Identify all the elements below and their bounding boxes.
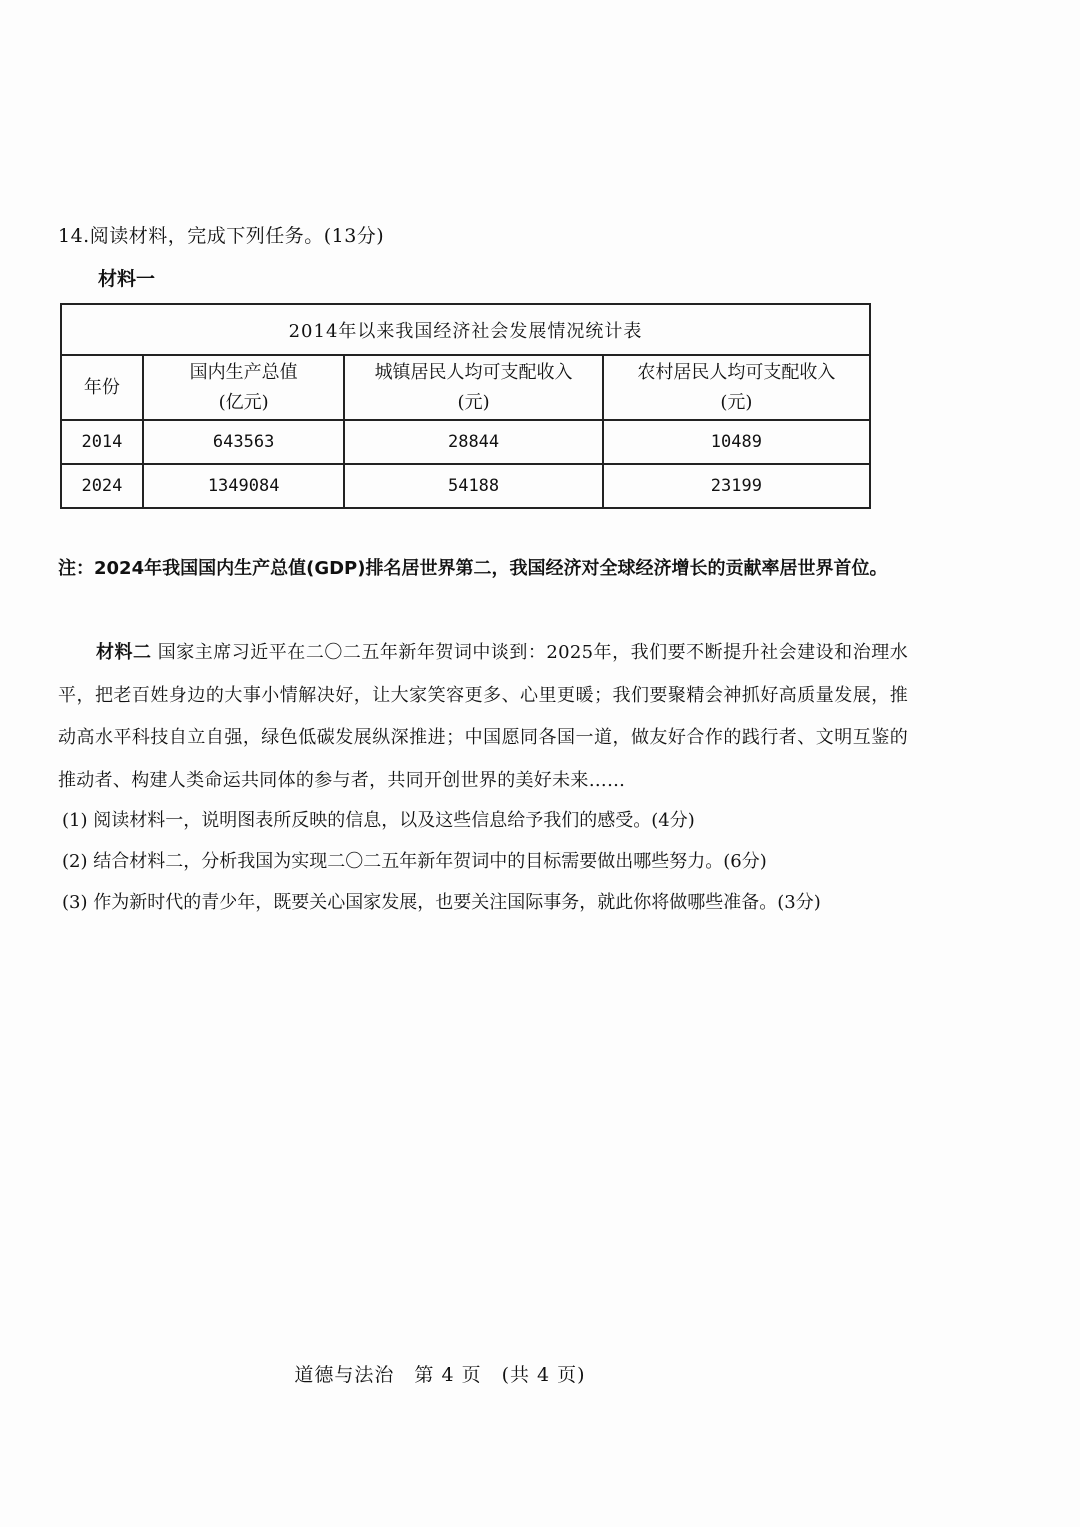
header-urban-line2: (元) (457, 391, 490, 413)
table-header-row (61, 355, 870, 420)
material-one-label: 材料一 (98, 268, 156, 290)
table-title: 2014年以来我国经济社会发展情况统计表 (61, 304, 870, 355)
header-rural-income (603, 355, 870, 420)
cell-urban-income: 54188 (344, 464, 602, 508)
table-title-row (61, 304, 870, 355)
table-row (61, 420, 870, 464)
header-urban-line1: 城镇居民人均可支配收入 (374, 361, 573, 383)
task-item: (2) 结合材料二，分析我国为实现二〇二五年新年贺词中的目标需要做出哪些努力。(6分) (62, 851, 767, 872)
cell-rural-income: 23199 (603, 464, 870, 508)
cell-gdp: 643563 (143, 420, 345, 464)
material-two-label: 材料二 (96, 642, 152, 663)
cell-rural-income: 10489 (603, 420, 870, 464)
cell-year: 2014 (61, 420, 143, 464)
cell-gdp: 1349084 (143, 464, 345, 508)
header-urban-income (344, 355, 602, 420)
header-gdp-line1: 国内生产总值 (189, 361, 298, 383)
statistics-table (60, 303, 871, 509)
task-item: (1) 阅读材料一，说明图表所反映的信息，以及这些信息给予我们的感受。(4分) (62, 810, 695, 831)
material-two-text: 国家主席习近平在二〇二五年新年贺词中谈到：2025年，我们要不断提升社会建设和治理水平，把老百姓身边的大事小情解决好，让大家笑容更多、心里更暖；我们要聚精会神抓好高质量发展，推动高水平科技自立自强，绿色低碳发展纵深推进；中国愿同各国一道，做友好合作的践行者、文明互鉴的推动者、构建人类命运共同体的参与者，共同开创世界的美好未来…… (58, 642, 909, 791)
header-gdp-line2: (亿元) (218, 391, 269, 413)
task-list (62, 800, 912, 923)
table-row (61, 464, 870, 508)
cell-urban-income: 28844 (344, 420, 602, 464)
question-header: 14.阅读材料，完成下列任务。(13分) (58, 225, 385, 247)
table-note: 注：2024年我国国内生产总值(GDP)排名居世界第二，我国经济对全球经济增长的贡献率居世界首位。 (58, 558, 888, 579)
material-two-paragraph (58, 632, 908, 802)
page-footer: 道德与法治 第 4 页 (共 4 页) (294, 1364, 586, 1386)
header-rural-line1: 农村居民人均可支配收入 (637, 361, 836, 383)
task-item: (3) 作为新时代的青少年，既要关心国家发展，也要关注国际事务，就此你将做哪些准备。(3分) (62, 892, 821, 913)
cell-year: 2024 (61, 464, 143, 508)
header-year (61, 355, 143, 420)
header-rural-line2: (元) (720, 391, 753, 413)
header-gdp (143, 355, 345, 420)
header-year-text: 年份 (83, 376, 120, 398)
